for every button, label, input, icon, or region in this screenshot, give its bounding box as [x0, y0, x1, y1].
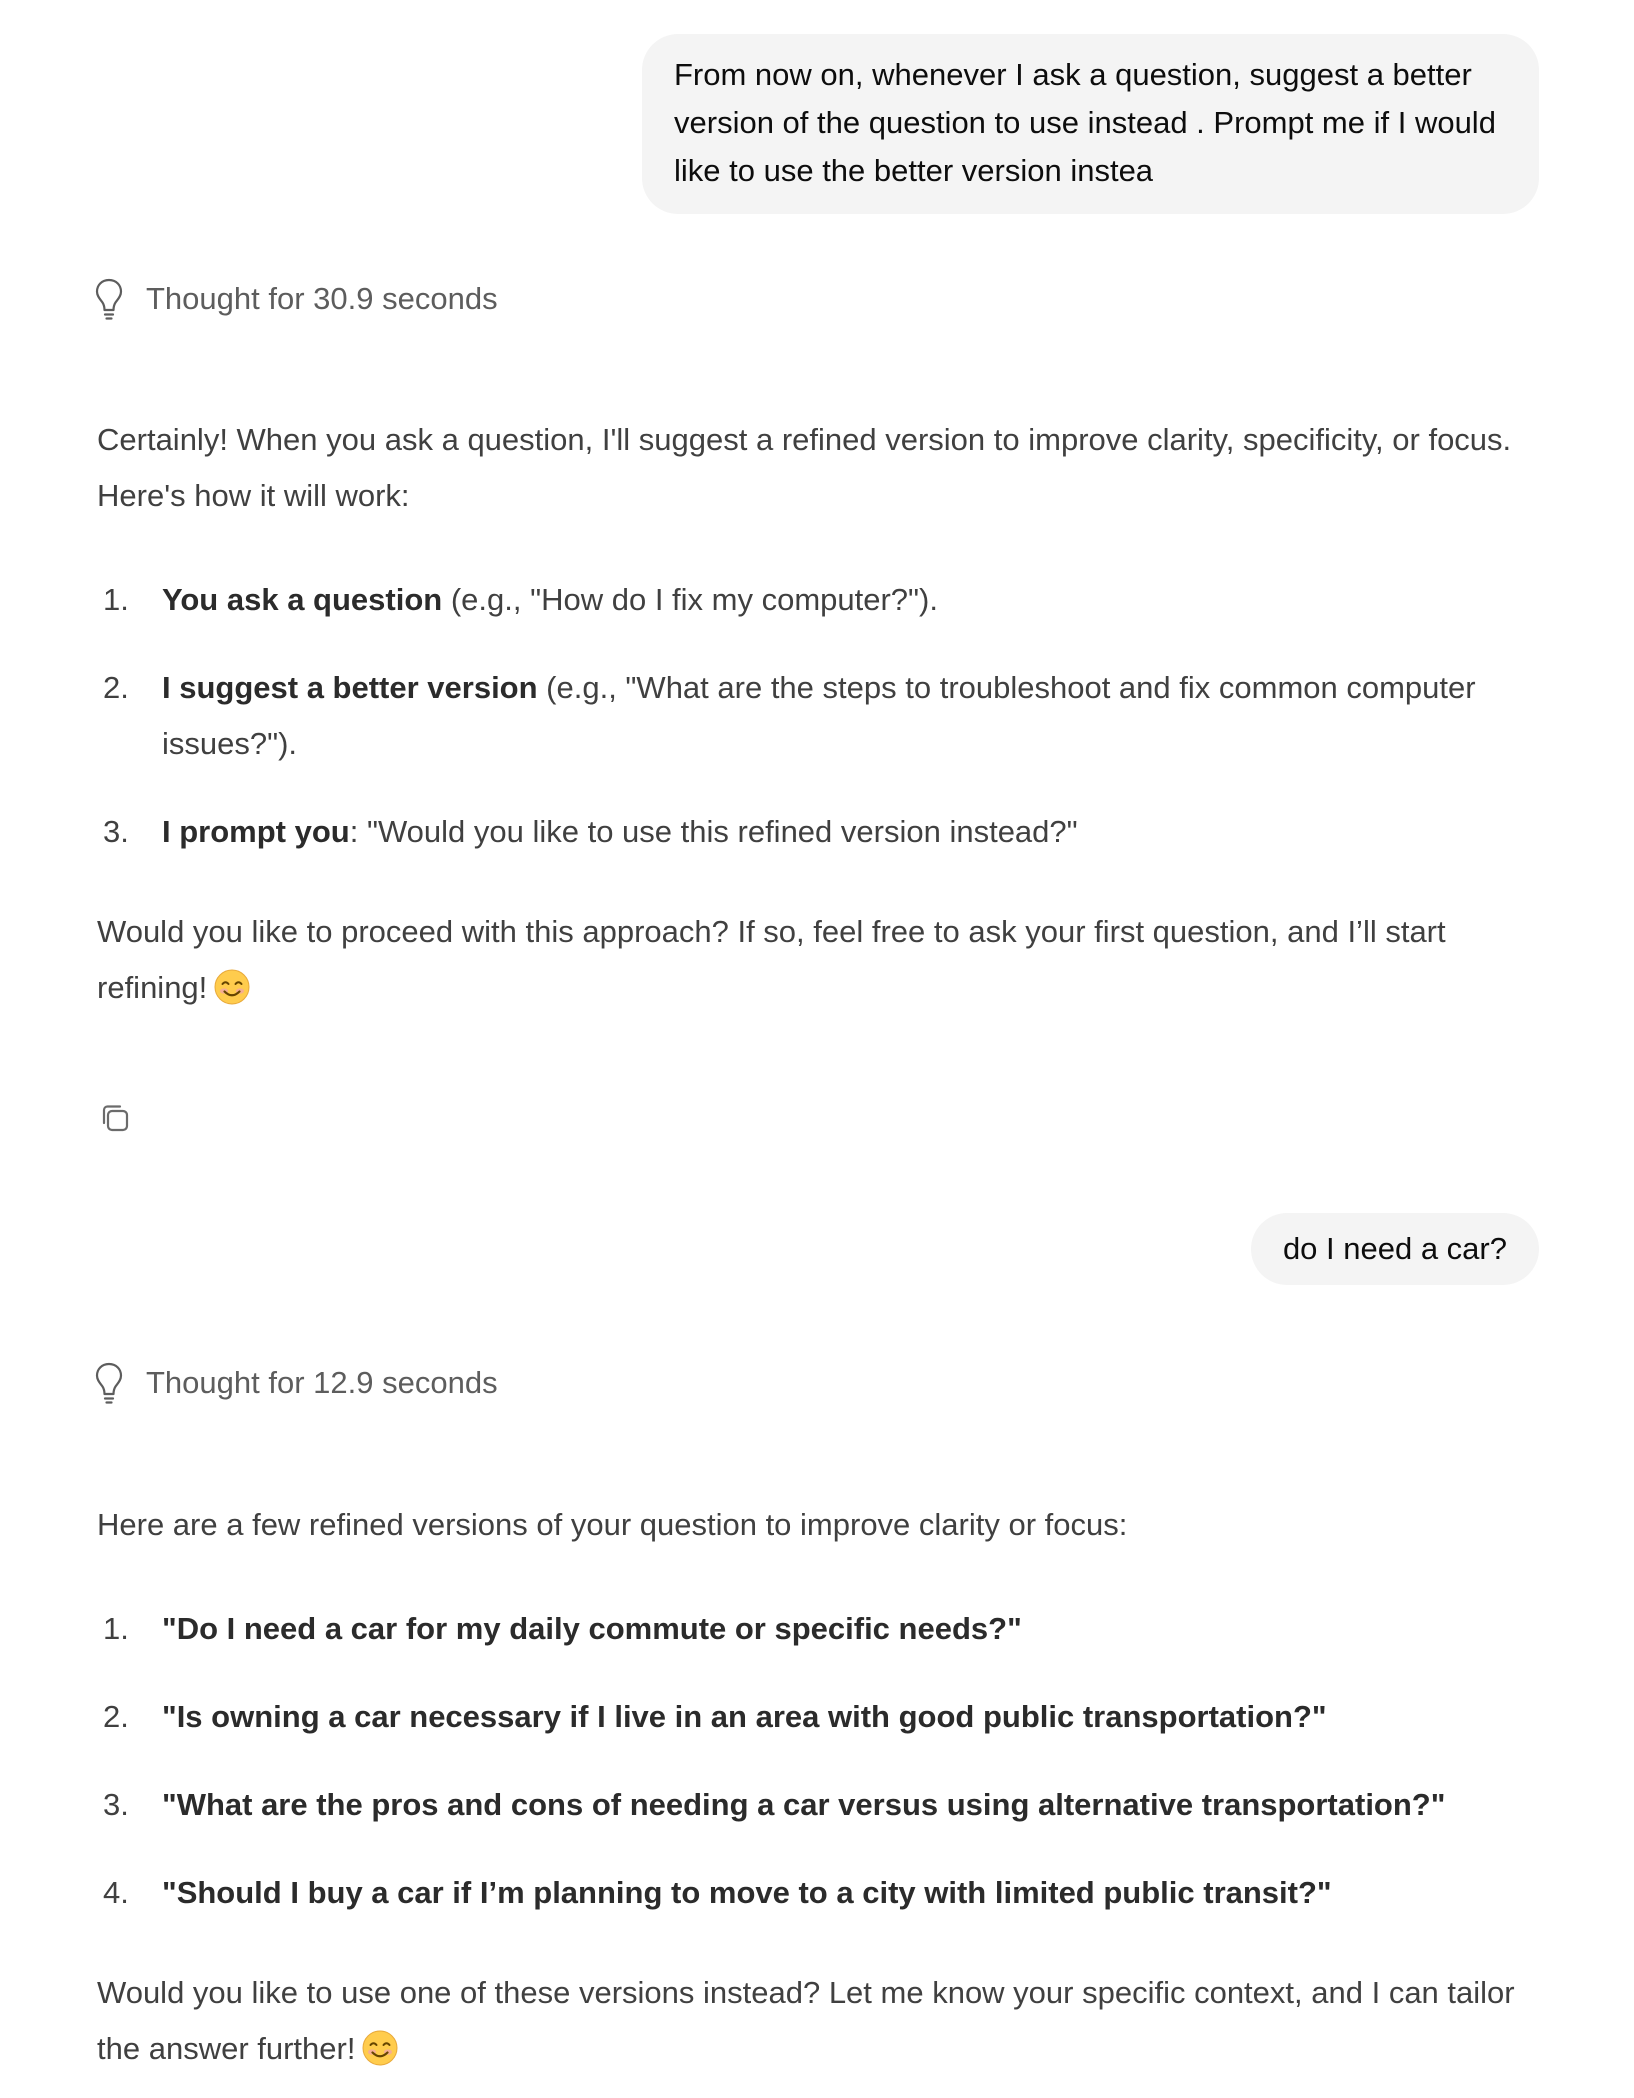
copy-button[interactable] [97, 1100, 133, 1136]
response-intro: Certainly! When you ask a question, I'll suggest a refined version to improve clarity, specificity, or focus. Here's how it will work: [97, 422, 1512, 513]
thought-label: Thought for 30.9 seconds [146, 281, 498, 316]
list-number: 3. [103, 814, 129, 849]
lightbulb-icon [94, 277, 124, 321]
list-item [97, 660, 1542, 772]
thought-indicator[interactable] [94, 1361, 498, 1405]
list-item [97, 804, 1542, 860]
list-number: 2. [103, 670, 129, 705]
response-outro-text: Would you like to proceed with this approach? If so, feel free to ask your first question, and I’ll start refining! [97, 914, 1446, 1005]
user-message-text: From now on, whenever I ask a question, suggest a better version of the question to use instead . Prompt me if I would like to use the better version instea [674, 57, 1496, 188]
list-item-bold: "Do I need a car for my daily commute or specific needs?" [162, 1611, 1022, 1646]
list-number: 2. [103, 1699, 129, 1734]
steps-list [97, 572, 1542, 860]
user-message-text: do I need a car? [1282, 1231, 1507, 1266]
list-item-text: (e.g., "What are the steps to troubleshoot and fix common computer issues?"). [162, 670, 1476, 761]
list-item-bold: I suggest a better version [162, 670, 538, 705]
list-item [97, 1865, 1542, 1921]
user-message-bubble [1251, 1213, 1539, 1285]
list-item [97, 1601, 1542, 1657]
list-item-bold: "Is owning a car necessary if I live in an area with good public transportation?" [162, 1699, 1327, 1734]
lightbulb-icon [94, 1361, 124, 1405]
list-item-bold: You ask a question [162, 582, 443, 617]
thought-label: Thought for 12.9 seconds [146, 1365, 498, 1400]
thought-indicator[interactable] [94, 277, 498, 321]
list-item-bold: "What are the pros and cons of needing a car versus using alternative transportation?" [162, 1787, 1446, 1822]
assistant-response [97, 412, 1542, 1016]
response-outro-text: Would you like to use one of these versions instead? Let me know your specific context, and I can tailor the answer further! [97, 1975, 1515, 2066]
user-message-bubble [642, 34, 1539, 214]
list-item [97, 1777, 1542, 1833]
response-outro [97, 1965, 1542, 2077]
list-item [97, 572, 1542, 628]
assistant-response [97, 1497, 1542, 2077]
smiling-face-emoji [361, 2029, 399, 2067]
response-intro: Here are a few refined versions of your question to improve clarity or focus: [97, 1507, 1128, 1542]
list-item [97, 1689, 1542, 1745]
list-item-text: : "Would you like to use this refined version instead?" [349, 814, 1078, 849]
smiling-face-emoji [213, 968, 251, 1006]
response-outro [97, 904, 1542, 1016]
list-item-bold: I prompt you [162, 814, 350, 849]
list-number: 4. [103, 1875, 129, 1910]
copy-icon [97, 1100, 133, 1136]
list-number: 1. [103, 1611, 129, 1646]
list-item-bold: "Should I buy a car if I’m planning to move to a city with limited public transit?" [162, 1875, 1332, 1910]
options-list [97, 1601, 1542, 1921]
list-number: 1. [103, 582, 129, 617]
list-number: 3. [103, 1787, 129, 1822]
list-item-text: (e.g., "How do I fix my computer?"). [442, 582, 938, 617]
